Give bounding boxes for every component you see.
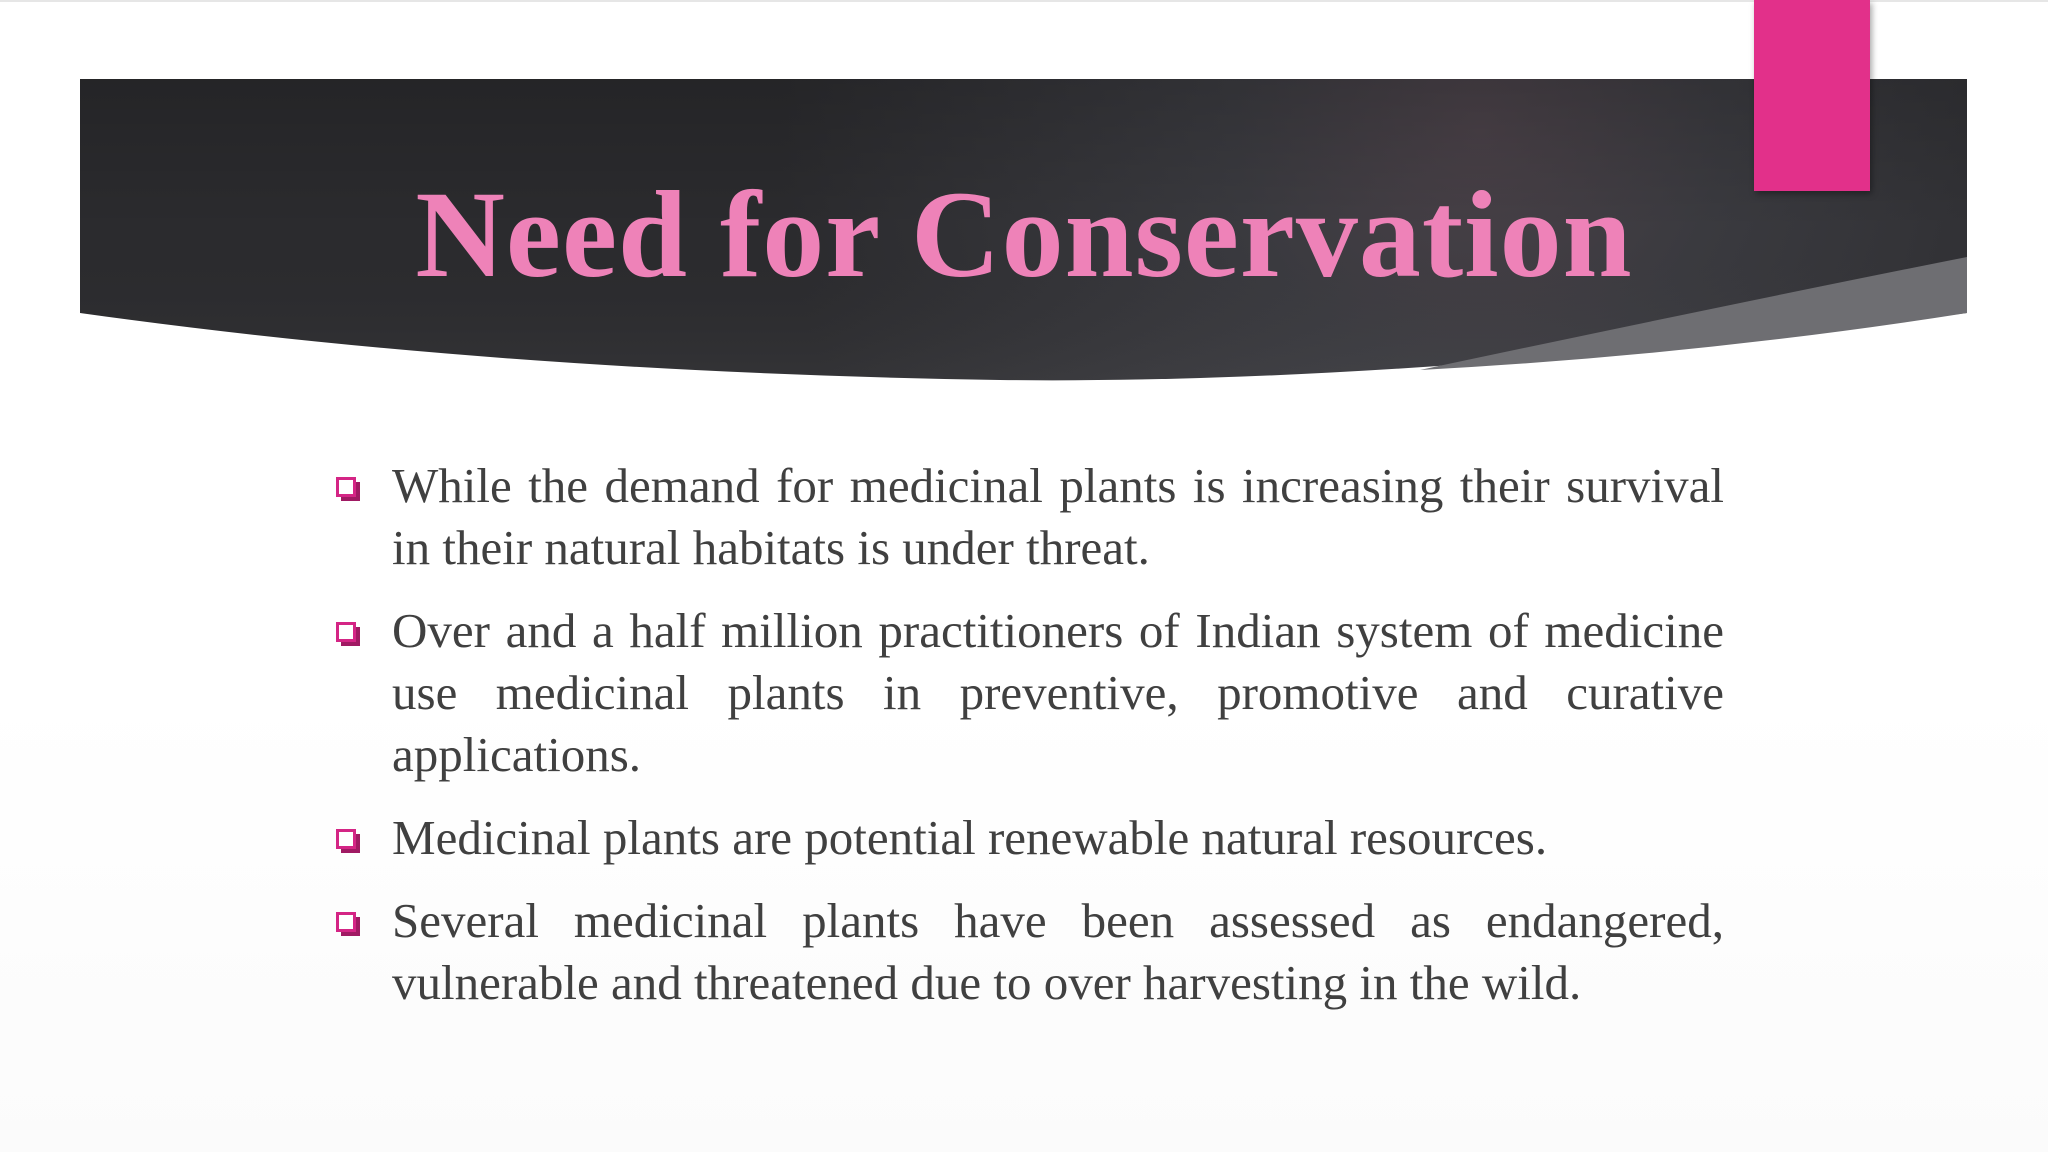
hollow-square-bullet-icon (336, 477, 356, 497)
accent-tab (1754, 0, 1870, 191)
slide-title: Need for Conservation (415, 166, 1633, 303)
hollow-square-bullet-icon (336, 622, 356, 642)
bullet-item (330, 600, 1724, 786)
bullet-text: Over and a half million practitioners of Indian system of medicine use medicinal plants in preventive, promotive and curative applications. (392, 603, 1724, 782)
bullet-text: While the demand for medicinal plants is increasing their survival in their natural habitats is under threat. (392, 458, 1724, 575)
hollow-square-bullet-icon (336, 912, 356, 932)
bullet-item (330, 807, 1724, 869)
bullet-text: Medicinal plants are potential renewable natural resources. (392, 810, 1548, 865)
bullet-list (330, 455, 1724, 1035)
hollow-square-bullet-icon (336, 829, 356, 849)
bullet-item (330, 455, 1724, 579)
bullet-text: Several medicinal plants have been assessed as endangered, vulnerable and threatened due to over harvesting in the wild. (392, 893, 1724, 1010)
bullet-item (330, 890, 1724, 1014)
